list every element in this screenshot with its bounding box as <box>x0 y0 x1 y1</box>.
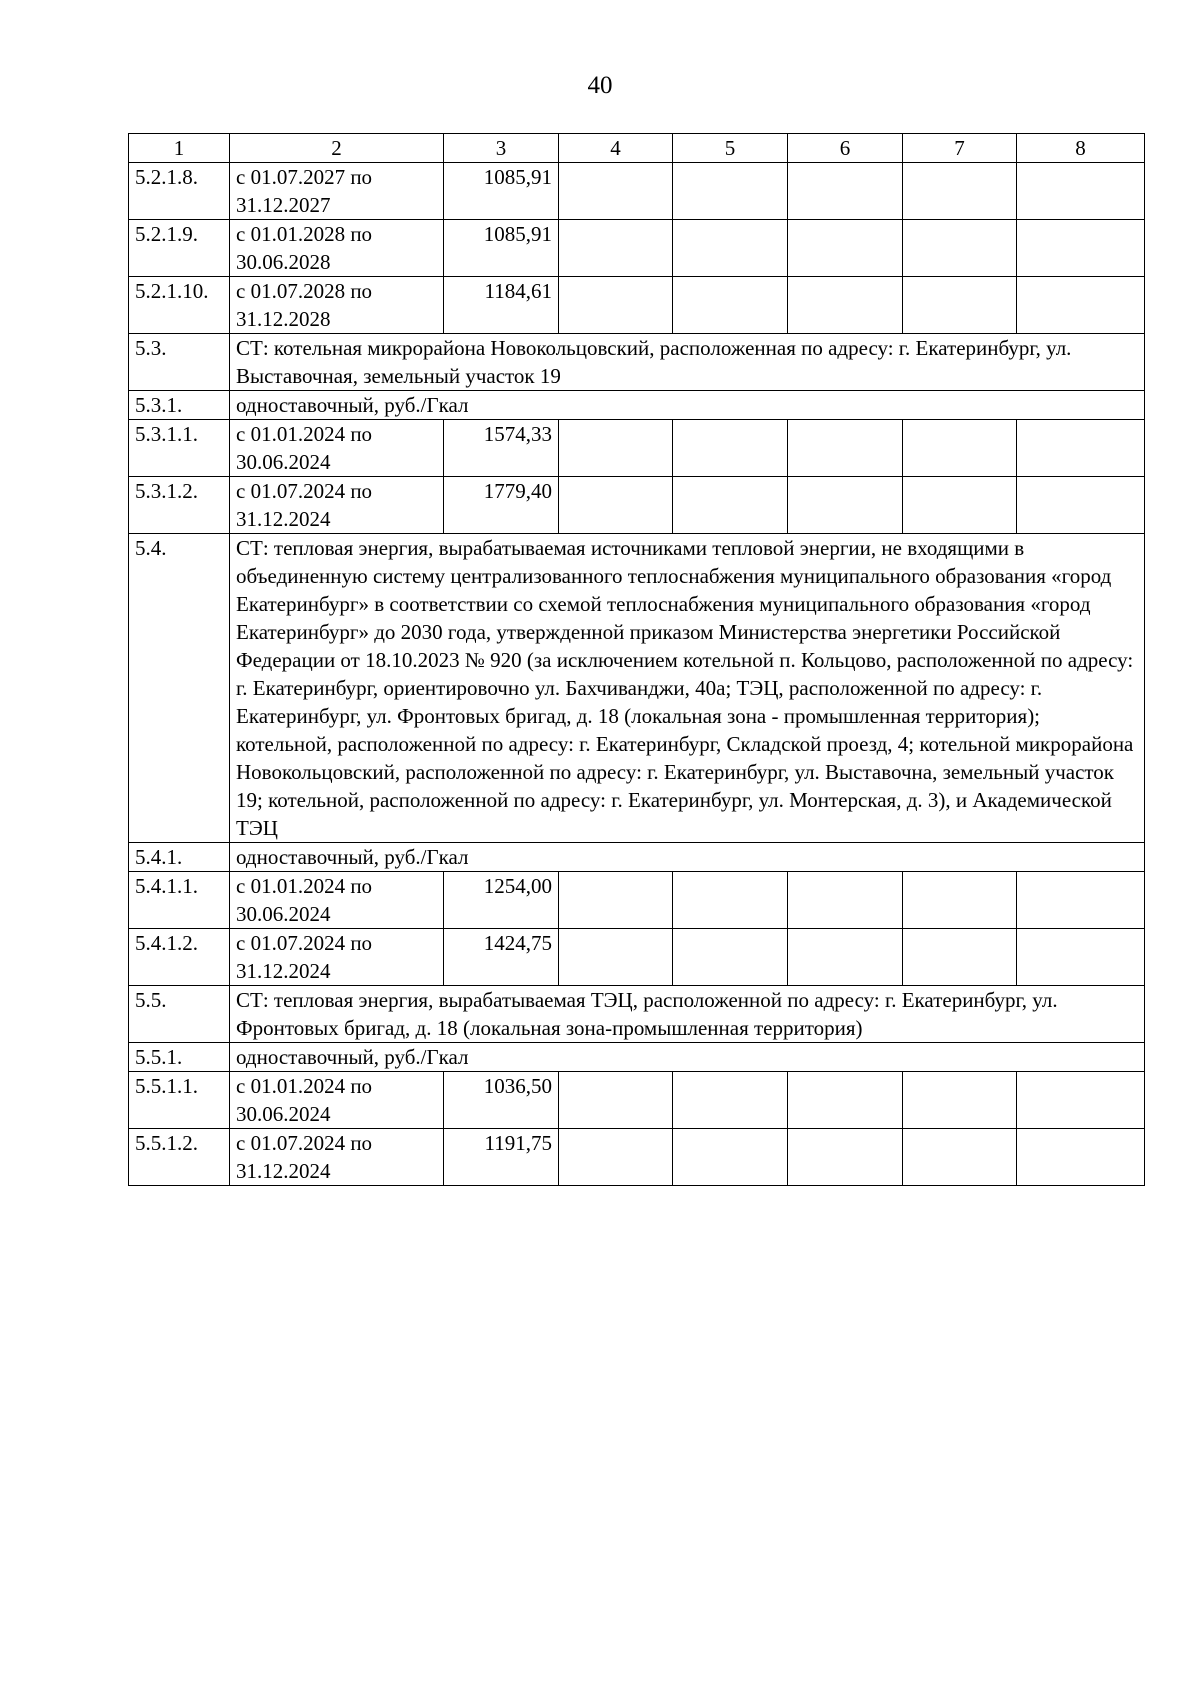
row-number: 5.3. <box>129 334 230 391</box>
period-cell: с 01.07.2027 по 31.12.2027 <box>230 163 444 220</box>
page-number: 40 <box>587 72 613 99</box>
table-row <box>129 277 1145 334</box>
table-row <box>129 220 1145 277</box>
row-number: 5.5.1.2. <box>129 1129 230 1186</box>
tariff-value: 1254,00 <box>444 872 559 929</box>
period-cell: с 01.01.2028 по 30.06.2028 <box>230 220 444 277</box>
row-number: 5.5. <box>129 986 230 1043</box>
empty-cell <box>673 220 788 277</box>
table-row <box>129 477 1145 534</box>
period-cell: с 01.01.2024 по 30.06.2024 <box>230 872 444 929</box>
period-cell: с 01.07.2024 по 31.12.2024 <box>230 1129 444 1186</box>
row-number: 5.2.1.8. <box>129 163 230 220</box>
empty-cell <box>1017 477 1145 534</box>
empty-cell <box>1017 420 1145 477</box>
row-number: 5.5.1.1. <box>129 1072 230 1129</box>
empty-cell <box>559 420 673 477</box>
empty-cell <box>673 163 788 220</box>
empty-cell <box>559 277 673 334</box>
empty-cell <box>673 872 788 929</box>
table-row <box>129 534 1145 843</box>
tariff-value: 1191,75 <box>444 1129 559 1186</box>
empty-cell <box>903 1072 1017 1129</box>
empty-cell <box>788 872 903 929</box>
tariff-value: 1036,50 <box>444 1072 559 1129</box>
tariff-table <box>128 133 1145 1186</box>
header-cell: 3 <box>444 134 559 163</box>
row-number: 5.5.1. <box>129 1043 230 1072</box>
table-row <box>129 1043 1145 1072</box>
period-cell: с 01.07.2028 по 31.12.2028 <box>230 277 444 334</box>
empty-cell <box>559 220 673 277</box>
empty-cell <box>903 872 1017 929</box>
header-cell: 7 <box>903 134 1017 163</box>
row-number: 5.2.1.10. <box>129 277 230 334</box>
empty-cell <box>1017 872 1145 929</box>
tariff-value: 1085,91 <box>444 220 559 277</box>
empty-cell <box>559 929 673 986</box>
empty-cell <box>788 277 903 334</box>
row-number: 5.4.1.2. <box>129 929 230 986</box>
header-cell: 5 <box>673 134 788 163</box>
period-cell: с 01.07.2024 по 31.12.2024 <box>230 929 444 986</box>
empty-cell <box>673 1072 788 1129</box>
tariff-value: 1574,33 <box>444 420 559 477</box>
table-row <box>129 872 1145 929</box>
row-number: 5.2.1.9. <box>129 220 230 277</box>
empty-cell <box>673 1129 788 1186</box>
section-description: СТ: котельная микрорайона Новокольцовский, расположенная по адресу: г. Екатеринбург, ул. Выставочная, земельный участок 19 <box>230 334 1145 391</box>
table-row <box>129 1129 1145 1186</box>
header-cell: 1 <box>129 134 230 163</box>
empty-cell <box>903 277 1017 334</box>
table-row <box>129 163 1145 220</box>
empty-cell <box>559 477 673 534</box>
period-cell: с 01.01.2024 по 30.06.2024 <box>230 1072 444 1129</box>
section-description: СТ: тепловая энергия, вырабатываемая ТЭЦ, расположенной по адресу: г. Екатеринбург, ул. Фронтовых бригад, д. 18 (локальная зона-промышленная территория) <box>230 986 1145 1043</box>
tariff-value: 1085,91 <box>444 163 559 220</box>
empty-cell <box>788 420 903 477</box>
row-number: 5.3.1. <box>129 391 230 420</box>
row-number: 5.3.1.1. <box>129 420 230 477</box>
header-cell: 2 <box>230 134 444 163</box>
empty-cell <box>903 163 1017 220</box>
table-row <box>129 391 1145 420</box>
period-cell: с 01.07.2024 по 31.12.2024 <box>230 477 444 534</box>
header-row <box>129 134 1145 163</box>
period-cell: с 01.01.2024 по 30.06.2024 <box>230 420 444 477</box>
empty-cell <box>903 420 1017 477</box>
empty-cell <box>559 163 673 220</box>
row-number: 5.4.1. <box>129 843 230 872</box>
empty-cell <box>788 220 903 277</box>
empty-cell <box>673 477 788 534</box>
empty-cell <box>673 929 788 986</box>
empty-cell <box>673 277 788 334</box>
section-description: одноставочный, руб./Гкал <box>230 391 1145 420</box>
empty-cell <box>559 1072 673 1129</box>
empty-cell <box>1017 1072 1145 1129</box>
tariff-value: 1779,40 <box>444 477 559 534</box>
section-description: СТ: тепловая энергия, вырабатываемая источниками тепловой энергии, не входящими в объединенную систему централизованного теплоснабжения муниципального образования «город Екатеринбург» в соответствии со схемой теплоснабжения муниципального образования «город Екатеринбург» до 2030 года, утвержденной приказом Министерства энергетики Российской Федерации от 18.10.2023 № 920 (за исключением котельной п. Кольцово, расположенной по адресу: г. Екатеринбург, ориентировочно ул. Бахчиванджи, 40а; ТЭЦ, расположенной по адресу: г. Екатеринбург, ул. Фронтовых бригад, д. 18 (локальная зона - промышленная территория); котельной, расположенной по адресу: г. Екатеринбург, Складской проезд, 4; котельной микрорайона Новокольцовский, расположенной по адресу: г. Екатеринбург, ул. Выставочна, земельный участок 19; котельной, расположенной по адресу: г. Екатеринбург, ул. Монтерская, д. 3), и Академической ТЭЦ <box>230 534 1145 843</box>
table-row <box>129 334 1145 391</box>
empty-cell <box>1017 220 1145 277</box>
empty-cell <box>673 420 788 477</box>
table-row <box>129 420 1145 477</box>
header-cell: 4 <box>559 134 673 163</box>
row-number: 5.4. <box>129 534 230 843</box>
empty-cell <box>559 1129 673 1186</box>
section-description: одноставочный, руб./Гкал <box>230 843 1145 872</box>
empty-cell <box>788 1072 903 1129</box>
row-number: 5.3.1.2. <box>129 477 230 534</box>
empty-cell <box>788 1129 903 1186</box>
header-cell: 8 <box>1017 134 1145 163</box>
empty-cell <box>559 872 673 929</box>
empty-cell <box>903 1129 1017 1186</box>
empty-cell <box>788 929 903 986</box>
empty-cell <box>903 477 1017 534</box>
table-row <box>129 929 1145 986</box>
table-row <box>129 843 1145 872</box>
header-cell: 6 <box>788 134 903 163</box>
empty-cell <box>1017 277 1145 334</box>
empty-cell <box>903 220 1017 277</box>
empty-cell <box>1017 163 1145 220</box>
empty-cell <box>788 163 903 220</box>
empty-cell <box>903 929 1017 986</box>
tariff-value: 1424,75 <box>444 929 559 986</box>
tariff-value: 1184,61 <box>444 277 559 334</box>
empty-cell <box>1017 929 1145 986</box>
empty-cell <box>1017 1129 1145 1186</box>
table-row <box>129 986 1145 1043</box>
section-description: одноставочный, руб./Гкал <box>230 1043 1145 1072</box>
empty-cell <box>788 477 903 534</box>
table-body <box>129 134 1145 1186</box>
table-row <box>129 1072 1145 1129</box>
row-number: 5.4.1.1. <box>129 872 230 929</box>
